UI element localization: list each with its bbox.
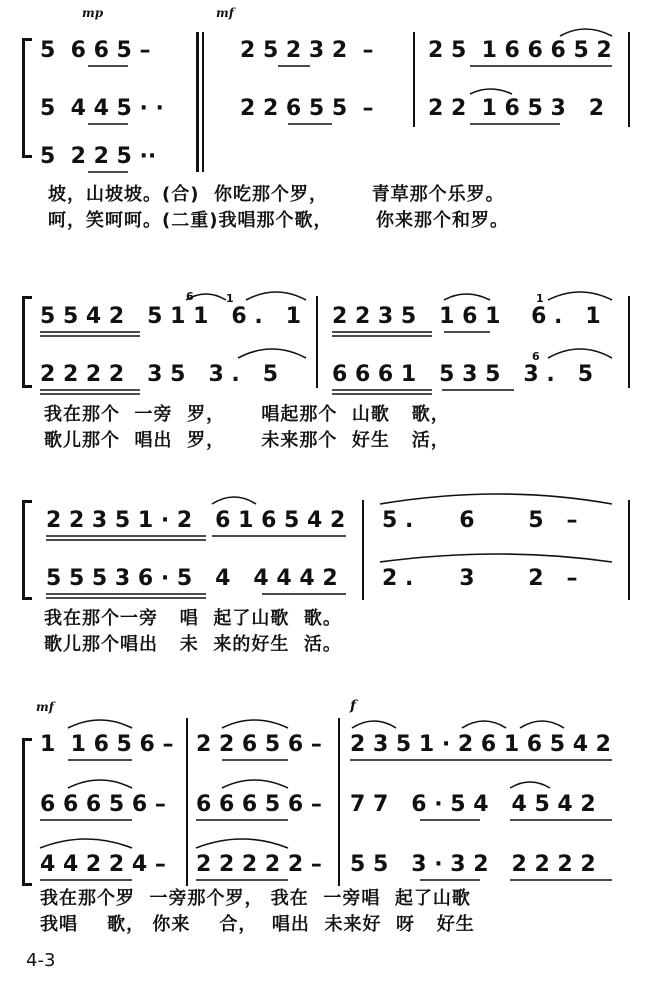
lyric-line-2: 歌儿那个 唱出 罗， 未来那个 好生 活， [44, 430, 450, 451]
lyric-line-1: 坡，山坡坡。(合) 你吃那个罗， 青草那个乐罗。 [48, 184, 505, 205]
grace-note: 6 [532, 350, 540, 363]
grace-note: 1 [536, 292, 544, 305]
dynamic-mark: mf [36, 700, 54, 714]
voice-2-measure: 2 2 6 5 5 – [240, 96, 374, 121]
lyric-line-1: 我在那个罗 一旁那个罗， 我在 一旁唱 起了山歌 [40, 888, 471, 909]
voice-3-measure: 5 5 3 · 3 2 2 2 2 2 [350, 852, 596, 877]
voice-1-measure: 2 5 1 6 6 6 5 2 [428, 38, 612, 63]
voice-1-measure: 2 5 2 3 2 – [240, 38, 374, 63]
lyric-line-2: 呵，笑呵呵。(二重)我唱那个歌， 你来那个和罗。 [48, 210, 510, 231]
voice-1-measure: 5 6 6 5 – [40, 38, 151, 63]
voice-2-measure: 7 7 6 · 5 4 4 5 4 2 [350, 792, 596, 817]
voice-1-measure: 2 2 3 5 1 · 2 6 1 6 5 4 2 [46, 508, 346, 533]
lyric-line-1: 我在那个一旁 唱 起了山歌 歌。 [44, 608, 342, 629]
grace-note: 6 [186, 290, 194, 303]
voice-2-measure: 2 2 1 6 5 3 2 [428, 96, 605, 121]
lyric-line-2: 歌儿那个唱出 未 来的好生 活。 [44, 634, 342, 655]
voice-1-measure: 2 2 6 5 6 – [196, 732, 322, 757]
dynamic-mark: mf [216, 6, 234, 20]
grace-note: 1 [226, 292, 234, 305]
voice-3-measure: 5 2 2 5 ·· [40, 144, 157, 169]
voice-2-measure: 5 5 5 3 6 · 5 4 4 4 4 2 [46, 566, 338, 591]
dynamic-mark: mp [82, 6, 104, 20]
voice-3-measure: 2 2 2 2 2 – [196, 852, 322, 877]
page-number: 4-3 [26, 950, 56, 971]
voice-1-measure: 2 3 5 1 · 2 6 1 6 5 4 2 [350, 732, 611, 757]
voice-1-measure: 2 2 3 5 1 6 1 6 . 1 [332, 304, 601, 329]
voice-2-measure: 6 6 6 5 6 – [196, 792, 322, 817]
voice-2-measure: 6 6 6 5 6 – [40, 792, 166, 817]
voice-1-measure: 1 1 6 5 6 – [40, 732, 174, 757]
lyric-line-2: 我唱 歌， 你来 合， 唱出 未来好 呀 好生 [40, 914, 475, 935]
voice-2-measure: 2 2 2 2 3 5 3 . 5 [40, 362, 279, 387]
voice-1-measure: 5 5 4 2 5 1 1 6 . 1 [40, 304, 302, 329]
voice-2-measure: 6 6 6 1 5 3 5 3 . 5 [332, 362, 594, 387]
voice-2-measure: 5 4 4 5 · · [40, 96, 164, 121]
voice-3-measure: 4 4 2 2 4 – [40, 852, 166, 877]
lyric-line-1: 我在那个 一旁 罗， 唱起那个 山歌 歌， [44, 404, 450, 425]
voice-2-measure: 2 . 3 2 – [382, 566, 578, 591]
dynamic-mark: f [350, 698, 357, 714]
voice-1-measure: 5 . 6 5 – [382, 508, 578, 533]
